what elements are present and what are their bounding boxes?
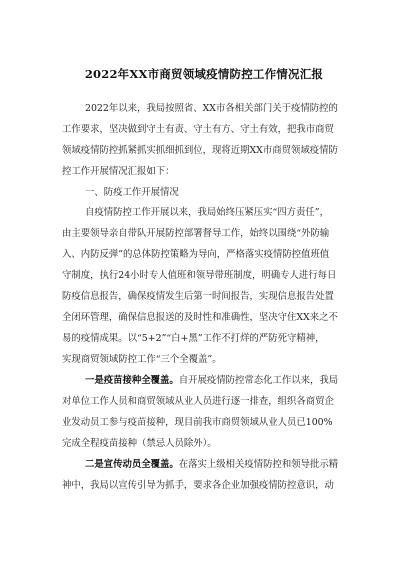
- paragraph-text: 在落实上级相关疫情防控和领导批示精: [178, 459, 339, 470]
- paragraph-line: [62, 291, 334, 303]
- paragraph-text: 易的疫情成果。以“5+2”“白+黑”工作不打烊的严防死守精神，: [62, 333, 325, 344]
- paragraph-line: [62, 249, 329, 261]
- paragraph-line: [62, 166, 175, 178]
- paragraph-text: 守制度，执行24小时专人值班和领导带班制度，明确专人进行每日: [62, 270, 337, 281]
- paragraph-lead: 一是疫苗接种全覆盖。: [85, 375, 179, 386]
- paragraph-text: 由主要领导亲自带队开展防控部署督导工作，始终以围绕“外防输: [62, 228, 330, 239]
- paragraph-line: [85, 103, 338, 115]
- paragraph-line: [62, 124, 334, 136]
- paragraph-text: 业发动员工参与疫苗接种，现目前我市商贸领域从业人员已100%: [62, 417, 333, 428]
- paragraph-text: 控工作开展情况汇报如下：: [62, 166, 175, 177]
- paragraph-lead: 二是宣传动员全覆盖。: [85, 459, 179, 470]
- paragraph-text: 自开展疫情防控常态化工作以来，我局: [178, 375, 339, 386]
- paragraph-text: 一、防疫工作开展情况: [85, 187, 179, 198]
- paragraph-text: 领域疫情防控抓紧抓实抓细抓到位，现将近期XX市商贸领域疫情防: [62, 145, 338, 156]
- paragraph-text: 神中，我局以宣传引导为抓手，要求各企业加强疫情防控意识，动: [62, 480, 334, 491]
- paragraph-text: 自疫情防控工作开展以来，我局始终压紧压实“四方责任”，: [85, 207, 329, 218]
- paragraph-line: [62, 396, 334, 408]
- paragraph-line: [62, 145, 338, 157]
- paragraph-text: 入、内防反弹”的总体防控策略为导向，严格落实疫情防控值班值: [62, 249, 330, 260]
- paragraph-text: 全闭环管理，确保信息报送的及时性和准确性，坚决守住XX来之不: [62, 312, 338, 323]
- paragraph-line: [62, 312, 338, 324]
- paragraph-text: 对单位工作人员和商贸领域从业人员进行逐一排查，组织各商贸企: [62, 396, 334, 407]
- paragraph-line: [62, 270, 336, 282]
- paragraph-line: [62, 480, 334, 492]
- paragraph-line: [85, 207, 329, 219]
- paragraph-text: 2022年以来，我局按照省、XX市各相关部门关于疫情防控的: [85, 103, 338, 114]
- paragraph-line: [62, 438, 217, 450]
- paragraph-line: [85, 187, 179, 199]
- paragraph-text: 完成全程疫苗接种（禁忌人员除外）。: [62, 438, 217, 449]
- document-title: 2022年XX市商贸领域疫情防控工作情况汇报: [84, 67, 324, 81]
- paragraph-line: [62, 354, 222, 366]
- paragraph-line: [85, 459, 338, 471]
- paragraph-text: 工作要求，坚决做到守土有责、守土有方、守土有效，把我市商贸: [62, 124, 334, 135]
- paragraph-line: [85, 375, 338, 387]
- paragraph-line: [62, 333, 324, 345]
- paragraph-text: 实现商贸领域防控工作“三个全覆盖”。: [62, 354, 222, 365]
- paragraph-line: [62, 417, 333, 429]
- paragraph-text: 防疫信息报告，确保疫情发生后第一时间报告，实现信息报告处置: [62, 291, 334, 302]
- paragraph-line: [62, 228, 329, 240]
